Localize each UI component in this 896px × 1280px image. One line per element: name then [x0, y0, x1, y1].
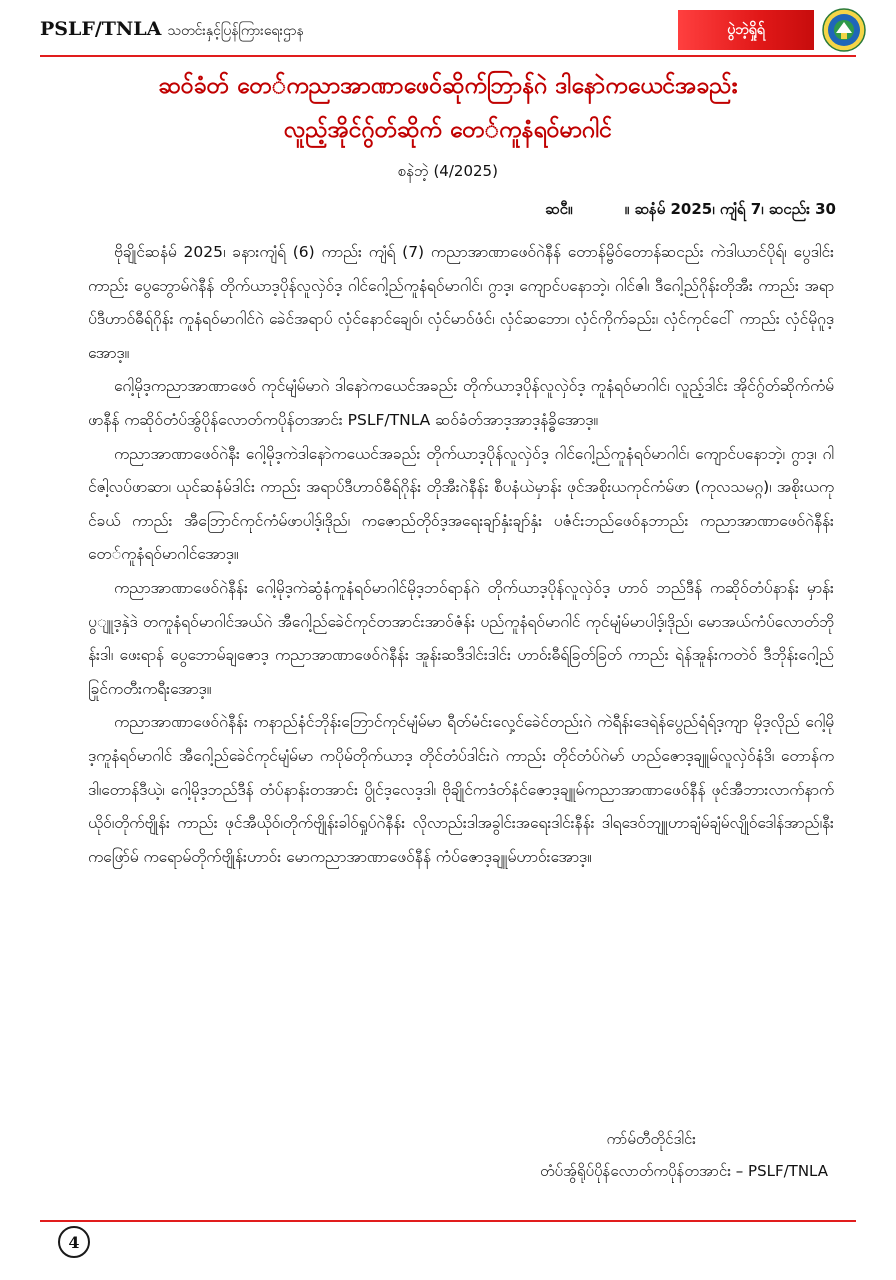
paragraph: ဂေါ့မိုဒ့ကညာအာဏာဖေဝ် ကုင်မျံမ်မာဂဲ ဒါနောဲကယေင်အခည်း တိုက်ယာဒ့ပိုန်လူလှဲဝ်ဒ့ ကူနံရဝ်မာဂါင်၊ လူည့်ဒါင်း အိုင်ဂွ်တ်ဆိုက်ကံမ်ဖာနီန် ကဆိုဝ်တံပ်အွ်ပိုန်လောတ်ကပိုန်တအာင်း PSLF/TNLA ဆဝ်ခံတ်အာဒ့အာဒ့နံခ္ဓိအောဒ့။	[88, 377, 834, 429]
header-divider	[40, 55, 856, 57]
header-org: PSLF/TNLA	[40, 18, 162, 40]
title-line-1: ဆဝ်ခံတ် တေ်ကညာအာဏာဖေဝ်ဆိုက်ဘြာန်ဂဲ ဒါနောဲကယေင်အခည်း	[158, 73, 738, 99]
header-title	[40, 18, 304, 42]
paragraph: ကညာအာဏာဖေဝ်ဂဲနီန်း ဂေါ့မိုဒ့ကဲဆွံနံကူနံရဝ်မာဂါင်မိုဒ့ဘဝ်ရာန်ဂဲ တိုက်ယာဒ့ပိုန်လူလှဲဝ်ဒ့ ဟာဝ် ဘည်ဒီန် ကဆိုဝ်တံပ်နာန်း မှာန်းပွျူဒ့နှဲဒဲ တကူနံရဝ်မာဂါင်အယ်ဂဲ အီဂေါ့ည်ခေဲင်ကုင်တအာင်းအာဝ်ဇံန်း ပည်ကူနံရဝ်မာဂါင် ကုင်မျံမ်မာပါဒ့်၊ဒိုည်၊ မောအယ်ကံပ်လောတ်ဘိုန်းဒါ၊ ဖေးရာန် ပွေဘောမ်ချဇောဒ့ ကညာအာဏာဖေဝ်ဂဲနီန်း အူန်းဆဒီဒါင်းဒါင်း ဟာဝ်းဓီရ်ခြတ်ခြတ် ကာည်း ရဲန်အူန်းကတဲဝ် ဒီဘိုန်းဂေါ့ည်ခြုင်ကတီးကရီးအောဒ့။	[88, 578, 834, 698]
organization-emblem-icon	[822, 8, 866, 52]
date-line: ဆငီ။ ။ ဆနံမ် 2025၊ ကျံရ် 7၊ ဆငည်း 30	[545, 200, 836, 218]
paragraph: ကညာအာဏာဖေဝ်ဂဲနီး ဂေါ့မိုဒ့ကဲဒါနောဲကယေင်အခည်း တိုက်ယာဒ့ပိုန်လူလှဲဝ်ဒ့ ဂါင်ဂေါ့ည်ကူနံရဝ်မာဂါင်၊ ကျောင်ပနောဘဲ့၊ ဂွာဒ့၊ ဂါင်ဇါ့လပ်ဖာဆာ၊ ယုင်ဆနံမ်ဒါင်း ကာည်း အရာပ်ဒီဟာဝ်ဓီရ်ဂိုန်း တိုအီးဂဲနီန်း စီပနံယဲမှာန်း ဖုင်အစိုးယကုင်ကံမ်ဖာ (ကုလသမဂ္ဂ)၊ အစိုးယကုင်ခယ် ကာည်း အီဘြောင်ကုင်ကံမ်ဖာပါဒ့်၊ဒိုည်၊ ကဇောည်တိုဝ်ဒ့အရေးချာ်နှံးချာ်နှံး ပဇံင်းဘည်ဖေဝ်နဘာည်း ကညာအာဏာဖေဝ်ဂဲနီန်း တေ်ကူနံရဝ်မာဂါင်အောဒ့။	[88, 444, 834, 564]
statement-body	[88, 236, 834, 874]
signature-organization: တံပ်အွ်ရိုပ်ပိုန်လောတ်ကပိုန်တအာင်း – PSLF/TNLA	[539, 1162, 828, 1180]
paragraph: ဗိုချိုင်ဆနံမ် 2025၊ ခနားကျံရ် (6) ကာည်း ကျံရ် (7) ကညာအာဏာဖေဝ်ဂဲနီန် တောန်မ္ဗိဝ်တောန်ဆငည်း ကဲဒါယာင်ပိုရ်၊ ပွေဒါင်း ကာည်း ပွေဘွောမ်ဂဲနီန် တိုက်ယာဒ့ပိုန်လူလှဲဝ်ဒ့ ဂါင်ဂေါ့ည်ကူနံရဝ်မာဂါင်၊ ဂွာဒ့၊ ကျောင်ပနောဘဲ့၊ ဂါင်ဇါ၊ ဒီဂေါ့ည်ဂိုန်းတိုအီး ကာည်း အရာပ်ဒီဟာဝ်ဓီရ်ဂိုန်း ကူနံရဝ်မာဂါင်ဂဲ ခေဲင်အရာပ် လှံင်နောင်ချေဝ်၊ လှံင်မာဝ်ဖံင်၊ လှံင်ဆဘော၊ လှံင်ကိုက်ခည်း၊ လှံင်ကုင်ငေါ် ကာည်း လှံင်မိုဂူဒ့အောဒ့။	[88, 243, 834, 362]
header-badge: ပွဲဘဲ့ရှိုရ်	[678, 10, 814, 50]
page-number: 4	[58, 1226, 90, 1258]
page-header	[40, 8, 866, 54]
title-line-2: လူည့်အိုင်ဂွ်တ်ဆိုက် တေ်ကူနံရဝ်မာဂါင်	[283, 117, 613, 143]
document-title	[40, 64, 856, 152]
signature-committee: ကာ်မ်တီတိုင်ဒါင်း	[606, 1130, 696, 1148]
reference-number: စနဲဘဲ့ (4/2025)	[398, 162, 498, 180]
header-subtitle: သတင်းနှင့်ပြန်ကြားရေးဌာန	[167, 23, 304, 39]
footer-divider	[40, 1220, 856, 1222]
paragraph: ကညာအာဏာဖေဝ်ဂဲနီန်း ကနာည်နံင်ဘိုန်းဘြောင်ကုင်မျံမ်မာ ရီတ်မံင်းလှေ့င်ခေဲင်တည်းဂဲ ကဲရီန်းဒေရဲန်ပွေည်ရံရ်ဒ့ကျာ မိုဒ့လိုည် ဂေါ့မိုဒ့ကူနံရဝ်မာဂါင် အီဂေါ့ည်ခေဲင်ကုင်မျံမ်မာ ကပိုမ်တိုက်ယာဒ့ တိုင်တံပ်ဒါင်းဂဲ ကာည်း တိုင်တံပ်ဂဲမာ် ဟည်ဇောဒ့ချူမ်လူလှဲဝ်နံဒိ၊ တောန်ကဒါ၊တောန်ဒီယဲ့၊ ဂေါ့မိုဒ့ဘည်ဒီန် တံပ်နာန်းတအာင်း ပွိုင်ဒ့လေဒ့ဒါ၊ ဗိုချိုင်ကဒံတ်နံင်ဇောဒ့ချူမ်ကညာအာဏာဖေဝ်နီန် ဖုင်အီဘားလာက်နာက်ယိုဝ်၊တိုက်ဗျိုန်း ကာည်း ဖုင်အီယိုဝ်၊တိုက်ဗျိုန်းခါဝ်ရှုပ်ဂဲနီန်း လိုလာည်းဒါအခွါင်းအရေးဒါင်းနီန်း ဒါရဒေဝ်ဘျူဟာချံမ်ချံမ်လျိုဝ်ဒေါန်အာည်၊နီး ကဖြော်မ် ကရောမ်တိုက်ဗျိုန်းဟာဝ်း မောကညာအာဏာဖေဝ်နီန် ကံပ်ဇောဒ့ချူမ်ဟာဝ်းအောဒ့။	[88, 713, 834, 866]
